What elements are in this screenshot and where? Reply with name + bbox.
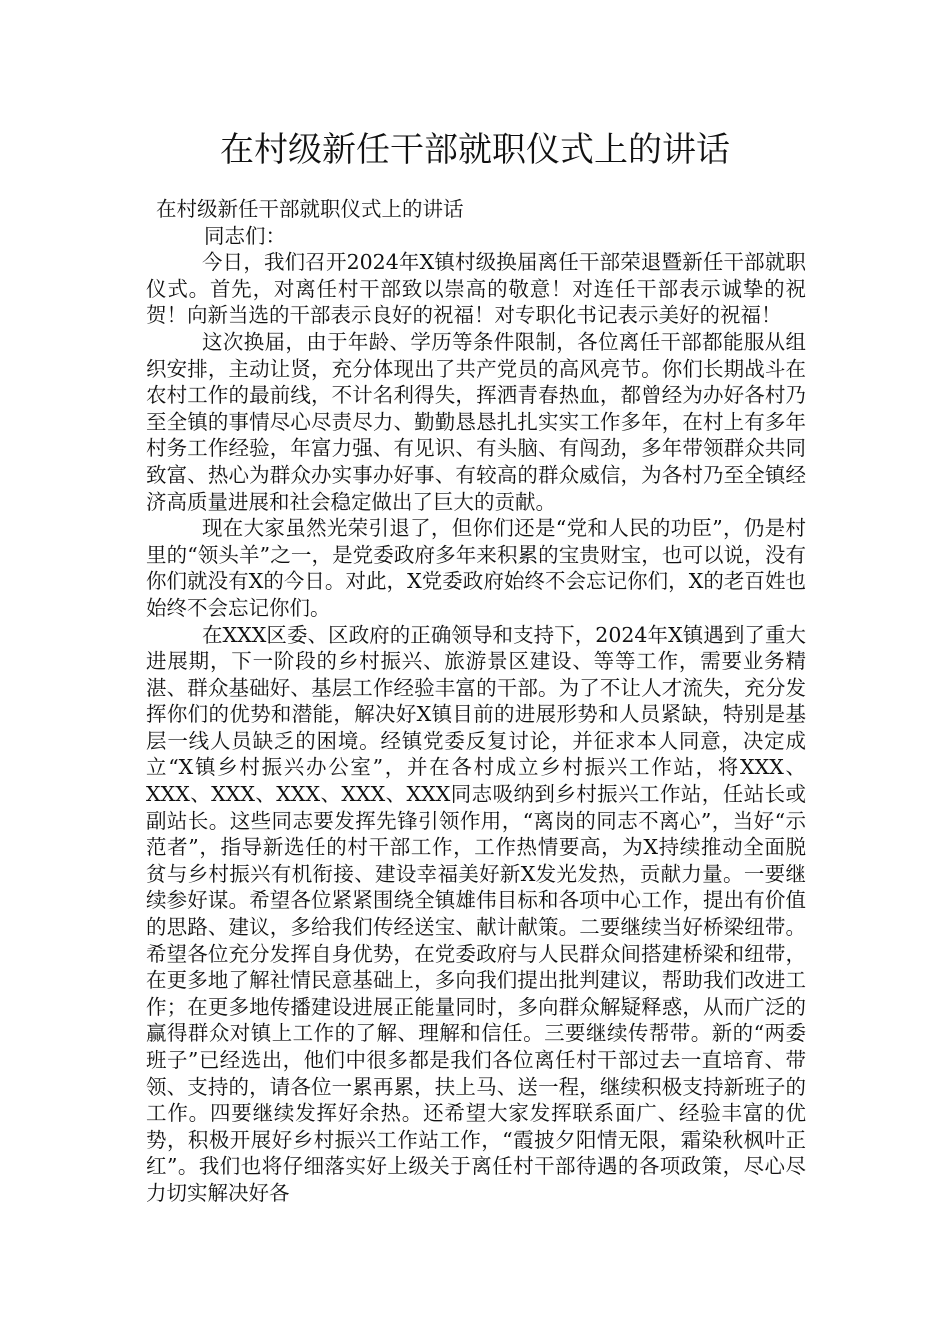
paragraph-opening: 今日，我们召开2024年X镇村级换届离任干部荣退暨新任干部就职仪式。首先，对离任村干部致以崇高的敬意！对连任干部表示诚挚的祝贺！向新当选的干部表示良好的祝福！对专职化书记表示美好的祝福！ (146, 250, 806, 328)
document-body (146, 196, 806, 1207)
paragraph-honored-retirement: 现在大家虽然光荣引退了，但你们还是“党和人民的功臣”，仍是村里的“领头羊”之一，是党委政府多年来积累的宝贵财宝，也可以说，没有你们就没有X的今日。对此，X党委政府始终不会忘记你们，X的老百姓也始终不会忘记你们。 (146, 516, 806, 620)
document-title: 在村级新任干部就职仪式上的讲话 (220, 130, 730, 170)
paragraph-rural-revitalization: 在XXX区委、区政府的正确领导和支持下，2024年X镇遇到了重大进展期，下一阶段的乡村振兴、旅游景区建设、等等工作，需要业务精湛、群众基础好、基层工作经验丰富的干部。为了不让人才流失，充分发挥你们的优势和潜能，解决好X镇目前的进展形势和人员紧缺，特别是基层一线人员缺乏的困境。经镇党委反复讨论，并征求本人同意，决定成立“X镇乡村振兴办公室”，并在各村成立乡村振兴工作站，将XXX、XXX、XXX、XXX、XXX、XXX同志吸纳到乡村振兴工作站，任站长或副站长。这些同志要发挥先锋引领作用，“离岗的同志不离心”，当好“示范者”，指导新选任的村干部工作，工作热情要高，为X持续推动全面脱贫与乡村振兴有机衔接、建设幸福美好新X发光发热，贡献力量。一要继续参好谋。希望各位紧紧围绕全镇雄伟目标和各项中心工作，提出有价值的思路、建议，多给我们传经送宝、献计献策。二要继续当好桥梁纽带。希望各位充分发挥自身优势，在党委政府与人民群众间搭建桥梁和纽带，在更多地了解社情民意基础上，多向我们提出批判建议，帮助我们改进工作；在更多地传播建设进展正能量同时，多向群众解疑释惑，从而广泛的赢得群众对镇上工作的了解、理解和信任。三要继续传帮带。新的“两委班子”已经选出，他们中很多都是我们各位离任村干部过去一直培育、带领、支持的，请各位一累再累，扶上马、送一程，继续积极支持新班子的工作。四要继续发挥好余热。还希望大家发挥联系面广、经验丰富的优势，积极开展好乡村振兴工作站工作，“霞披夕阳情无限，霜染秋枫叶正红”。我们也将仔细落实好上级关于离任村干部待遇的各项政策，尽心尽力切实解决好各 (146, 622, 806, 1205)
salutation: 同志们： (204, 223, 286, 248)
document-subtitle: 在村级新任干部就职仪式上的讲话 (156, 197, 464, 221)
paragraph-departing-cadres: 这次换届，由于年龄、学历等条件限制，各位离任干部都能服从组织安排，主动让贤，充分体现出了共产党员的高风亮节。你们长期战斗在农村工作的最前线，不计名利得失，挥洒青春热血，都曾经为办好各村乃至全镇的事情尽心尽责尽力、勤勤恳恳扎扎实实工作多年，在村上有多年村务工作经验，年富力强、有见识、有头脑、有闯劲，多年带领群众共同致富、热心为群众办实事办好事、有较高的群众威信，为各村乃至全镇经济高质量进展和社会稳定做出了巨大的贡献。 (146, 329, 806, 514)
